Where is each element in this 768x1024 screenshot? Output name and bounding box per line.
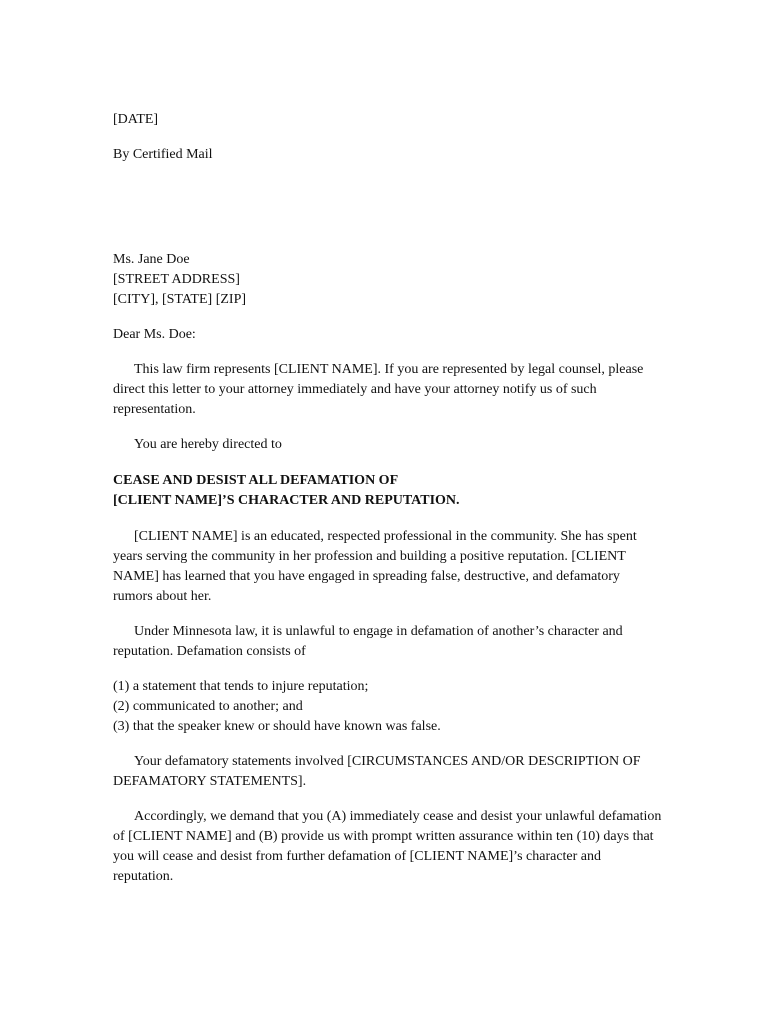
list-item: (3) that the speaker knew or should have known was false.: [113, 719, 441, 734]
paragraph-line: Under Minnesota law, it is unlawful to engage in defamation of another’s character and: [134, 624, 623, 639]
paragraph-line: This law firm represents [CLIENT NAME]. If you are represented by legal counsel, please: [134, 362, 644, 377]
paragraph-line: of [CLIENT NAME] and (B) provide us with prompt written assurance within ten (10) days that: [113, 829, 654, 844]
paragraph-line: direct this letter to your attorney immediately and have your attorney notify us of such: [113, 382, 597, 397]
paragraph-directive: You are hereby directed to: [134, 437, 282, 452]
letter-date: [DATE]: [113, 112, 159, 127]
recipient-street: [STREET ADDRESS]: [113, 272, 240, 287]
recipient-name: Ms. Jane Doe: [113, 252, 190, 267]
paragraph-line: DEFAMATORY STATEMENTS].: [113, 774, 307, 789]
recipient-city-state-zip: [CITY], [STATE] [ZIP]: [113, 292, 247, 307]
paragraph-line: reputation. Defamation consists of: [113, 644, 306, 659]
delivery-method: By Certified Mail: [113, 147, 213, 162]
salutation: Dear Ms. Doe:: [113, 327, 196, 342]
paragraph-line: representation.: [113, 402, 196, 417]
paragraph-line: [CLIENT NAME] is an educated, respected professional in the community. She has spent: [134, 529, 637, 544]
paragraph-line: NAME] has learned that you have engaged in spreading false, destructive, and defamatory: [113, 569, 620, 584]
paragraph-line: rumors about her.: [113, 589, 212, 604]
heading-line: [CLIENT NAME]’S CHARACTER AND REPUTATION.: [113, 493, 460, 508]
heading-line: CEASE AND DESIST ALL DEFAMATION OF: [113, 473, 399, 488]
list-item: (1) a statement that tends to injure reputation;: [113, 679, 369, 694]
list-item: (2) communicated to another; and: [113, 699, 303, 714]
paragraph-line: years serving the community in her profession and building a positive reputation. [CLIENT: [113, 549, 626, 564]
paragraph-line: reputation.: [113, 869, 174, 884]
paragraph-line: you will cease and desist from further defamation of [CLIENT NAME]’s character and: [113, 849, 602, 864]
paragraph-line: Accordingly, we demand that you (A) immediately cease and desist your unlawful defamation: [134, 809, 662, 824]
paragraph-line: Your defamatory statements involved [CIRCUMSTANCES AND/OR DESCRIPTION OF: [134, 754, 641, 769]
